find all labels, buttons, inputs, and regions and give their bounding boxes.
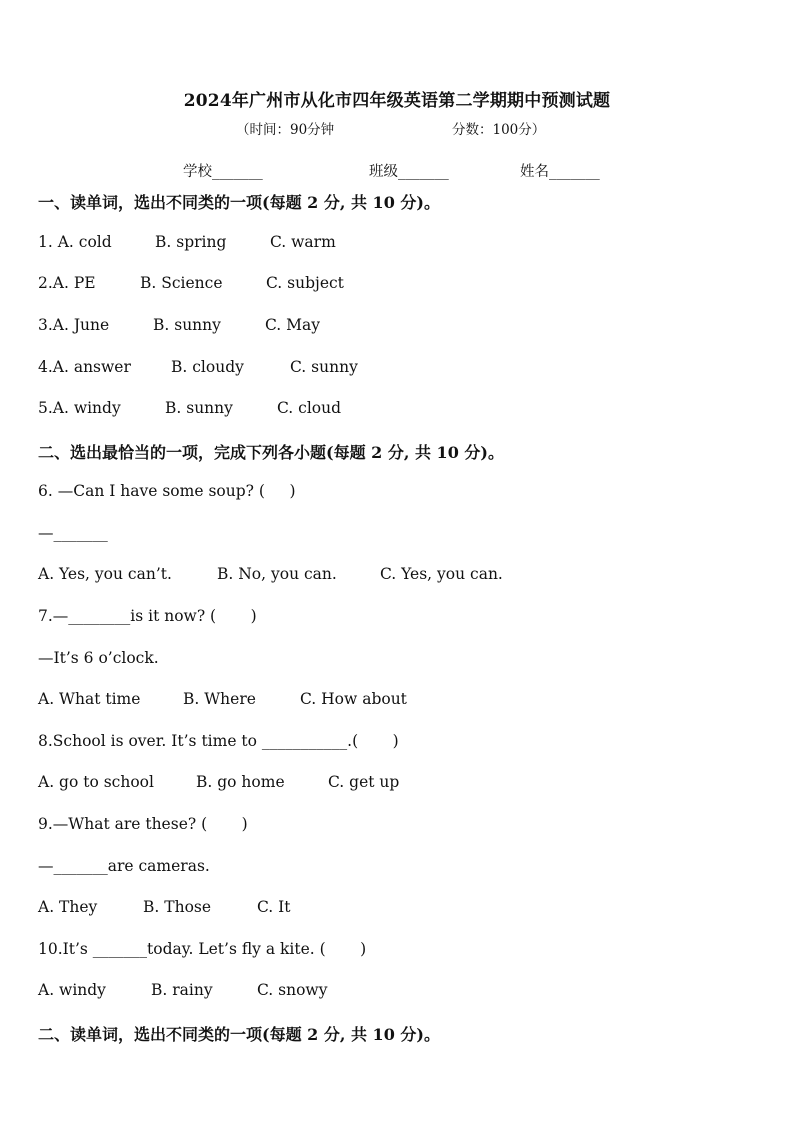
question-9-answer: —_______are cameras. xyxy=(38,857,210,875)
question-10-option-a: A. windy xyxy=(38,981,106,999)
school-field: 学校_______ xyxy=(183,164,263,180)
question-10-option-b: B. rainy xyxy=(151,981,213,999)
time-limit: （时间：90分钟 xyxy=(236,122,335,138)
question-4-option-a: 4.A. answer xyxy=(38,358,131,376)
question-1-option-b: B. spring xyxy=(155,233,227,251)
question-9-option-b: B. Those xyxy=(143,898,212,916)
question-10-option-c: C. snowy xyxy=(257,981,328,999)
question-6-text: 6. —Can I have some soup? ( ) xyxy=(38,482,296,500)
question-7-answer: —It’s 6 o’clock. xyxy=(38,649,159,667)
class-field: 班级_______ xyxy=(369,164,449,180)
question-3-option-b: B. sunny xyxy=(153,316,221,334)
question-3-option-c: C. May xyxy=(265,316,321,334)
question-7-option-a: A. What time xyxy=(38,690,141,708)
question-2-option-b: B. Science xyxy=(140,274,223,292)
question-1-option-c: C. warm xyxy=(270,233,336,251)
question-7-text: 7.—________is it now? ( ) xyxy=(38,607,257,625)
total-score: 分数：100分） xyxy=(452,122,546,138)
question-4-option-c: C. sunny xyxy=(290,358,358,376)
section-3-heading: 二、读单词，选出不同类的一项(每题 2 分, 共 10 分)。 xyxy=(38,1025,440,1044)
section-1-heading: 一、读单词，选出不同类的一项(每题 2 分, 共 10 分)。 xyxy=(38,193,440,212)
question-5-option-c: C. cloud xyxy=(277,399,342,417)
question-8-option-a: A. go to school xyxy=(38,773,154,791)
question-3-option-a: 3.A. June xyxy=(38,316,110,334)
question-2-option-c: C. subject xyxy=(266,274,344,292)
page-title: 2024年广州市从化市四年级英语第二学期期中预测试题 xyxy=(183,91,611,111)
question-8-text: 8.School is over. It’s time to ___________.( ) xyxy=(38,732,399,750)
question-9-text: 9.—What are these? ( ) xyxy=(38,815,248,833)
section-2-heading: 二、选出最恰当的一项，完成下列各小题(每题 2 分, 共 10 分)。 xyxy=(38,443,504,462)
question-9-option-a: A. They xyxy=(38,898,98,916)
question-6-option-a: A. Yes, you can’t. xyxy=(38,565,172,583)
question-7-option-b: B. Where xyxy=(183,690,256,708)
question-9-option-c: C. It xyxy=(257,898,291,916)
question-6-blank: —_______ xyxy=(38,524,108,542)
name-field: 姓名_______ xyxy=(520,164,600,180)
question-6-option-c: C. Yes, you can. xyxy=(380,565,503,583)
question-5-option-a: 5.A. windy xyxy=(38,399,121,417)
question-2-option-a: 2.A. PE xyxy=(38,274,96,292)
question-5-option-b: B. sunny xyxy=(165,399,233,417)
question-4-option-b: B. cloudy xyxy=(171,358,244,376)
question-6-option-b: B. No, you can. xyxy=(217,565,337,583)
question-7-option-c: C. How about xyxy=(300,690,407,708)
question-10-text: 10.It’s _______today. Let’s fly a kite. ( ) xyxy=(38,940,367,958)
question-8-option-c: C. get up xyxy=(328,773,400,791)
question-8-option-b: B. go home xyxy=(196,773,285,791)
question-1-option-a: 1. A. cold xyxy=(38,233,112,251)
